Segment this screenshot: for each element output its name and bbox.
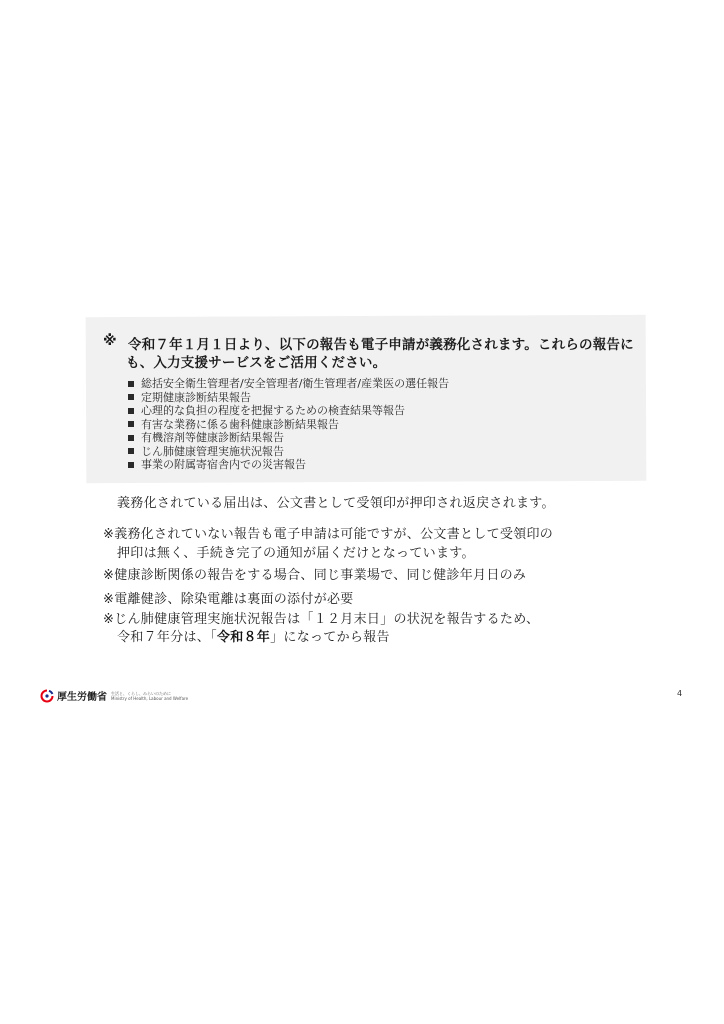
list-item-label: 心理的な負担の程度を把握するための検査結果等報告 — [141, 404, 405, 417]
list-item-label: 有機溶剤等健康診断結果報告 — [141, 431, 284, 444]
list-item-label: じん肺健康管理実施状況報告 — [141, 444, 284, 458]
body-line-optional-cont: 押印は無く、手続き完了の通知が届くだけとなっています。 — [117, 546, 475, 561]
list-item-label: 事業の附属寄宿舎内での災害報告 — [141, 458, 306, 471]
ministry-logo — [40, 688, 188, 703]
list-item — [128, 431, 449, 445]
list-item — [128, 404, 449, 418]
body-line-post: 」になってから報告 — [270, 630, 390, 645]
body-line-mandatory: 義務化されている届出は、公文書として受領印が押印され返戻されます。 — [117, 496, 555, 511]
body-line-emphasis: 令和８年 — [216, 630, 271, 645]
notice-heading-line2: も、入力支援サービスをご活用ください。 — [126, 355, 387, 371]
tagline-en: Ministry of Health, Labour and Welfare — [111, 695, 189, 701]
notice-heading-line1: 令和７年１月１日より、以下の報告も電子申請が義務化されます。これらの報告に — [128, 337, 634, 353]
square-bullet-icon — [128, 421, 134, 427]
body-line-health-check: ※健康診断関係の報告をする場合、同じ事業場で、同じ健診年月日のみ — [103, 568, 527, 583]
list-item-label: 総括安全衛生管理者/安全管理者/衛生管理者/産業医の選任報告 — [141, 377, 450, 390]
list-item — [128, 418, 449, 432]
list-item — [128, 445, 449, 459]
square-bullet-icon — [128, 381, 134, 387]
ministry-name: 厚生労働省 — [57, 692, 107, 703]
ministry-tagline — [111, 691, 188, 701]
required-reports-list — [128, 377, 449, 472]
list-item-label: 有害な業務に係る歯科健康診断結果報告 — [141, 417, 339, 431]
body-line-pneumoconiosis: ※じん肺健康管理実施状況報告は「１２月末日」の状況を報告するため、 — [103, 612, 540, 627]
body-line-pneumoconiosis-cont — [117, 626, 390, 645]
list-item — [128, 458, 449, 472]
body-line-pre: 令和７年分は、「 — [117, 630, 217, 645]
square-bullet-icon — [128, 448, 134, 454]
square-bullet-icon — [128, 462, 134, 468]
mhlw-logo-icon — [40, 689, 54, 703]
list-item — [128, 377, 449, 391]
page-number: 4 — [677, 689, 683, 698]
square-bullet-icon — [128, 435, 134, 441]
list-item-label: 定期健康診断結果報告 — [141, 390, 251, 404]
list-item — [128, 391, 449, 405]
square-bullet-icon — [128, 394, 134, 400]
notice-mark: ※ — [103, 333, 117, 349]
body-line-optional: ※義務化されていない報告も電子申請は可能ですが、公文書として受領印の — [103, 527, 554, 542]
body-line-ionizing: ※電離健診、除染電離は裏面の添付が必要 — [103, 592, 354, 607]
tagline-ja: 生活と、くらし、みらいのために — [111, 690, 171, 696]
square-bullet-icon — [128, 408, 134, 414]
